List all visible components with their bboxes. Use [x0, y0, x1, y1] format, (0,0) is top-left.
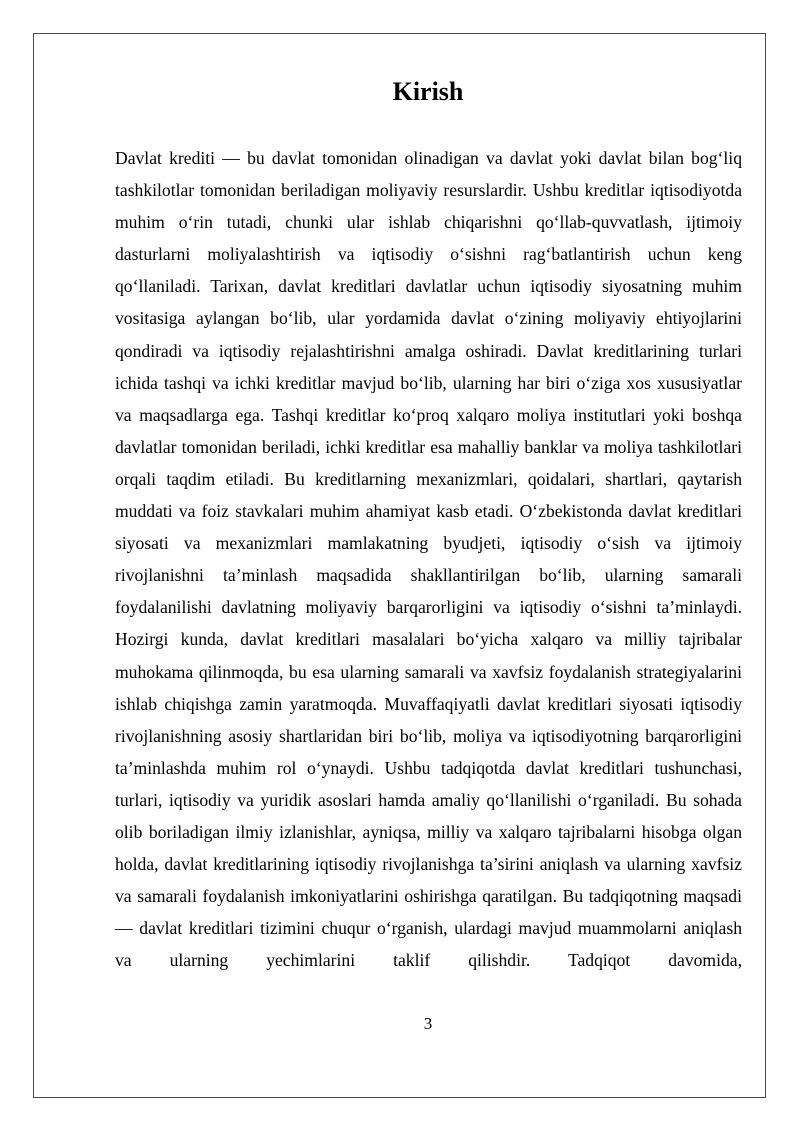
page-title: Kirish	[392, 77, 464, 106]
page-number: 3	[423, 1014, 433, 1033]
body-paragraph: Davlat krediti — bu davlat tomonidan olinadigan va davlat yoki davlat bilan bog‘liq tashkilotlar tomonidan beriladigan moliyaviy resurslardir. Ushbu kreditlar iqtisodiyotda muhim o‘rin tutadi, chunki ular ishlab chiqarishni qo‘llab-quvvatlash, ijtimoiy dasturlarni moliyalashtirish va iqtisodiy o‘sishni rag‘batlantirish uchun keng qo‘llaniladi. Tarixan, davlat kreditlari davlatlar uchun iqtisodiy siyosatning muhim vositasiga aylangan bo‘lib, ular yordamida davlat o‘zining moliyaviy ehtiyojlarini qondiradi va iqtisodiy rejalashtirishni amalga oshiradi. Davlat kreditlarining turlari ichida tashqi va ichki kreditlar mavjud bo‘lib, ularning har biri o‘ziga xos xususiyatlar va maqsadlarga ega. Tashqi kreditlar ko‘proq xalqaro moliya institutlari yoki boshqa davlatlar tomonidan beriladi, ichki kreditlar esa mahalliy banklar va moliya tashkilotlari orqali taqdim etiladi. Bu kreditlarning mexanizmlari, qoidalari, shartlari, qaytarish muddati va foiz stavkalari muhim ahamiyat kasb etadi. O‘zbekistonda davlat kreditlari siyosati va mexanizmlari mamlakatning byudjeti, iqtisodiy o‘sish va ijtimoiy rivojlanishni ta’minlash maqsadida shakllantirilgan bo‘lib, ularning samarali foydalanilishi davlatning moliyaviy barqarorligini va iqtisodiy o‘sishni ta’minlaydi. Hozirgi kunda, davlat kreditlari masalalari bo‘yicha xalqaro va milliy tajribalar muhokama qilinmoqda, bu esa ularning samarali va xavfsiz foydalanish strategiyalarini ishlab chiqishga zamin yaratmoqda. Muvaffaqiyatli davlat kreditlari siyosati iqtisodiy rivojlanishning asosiy shartlaridan biri bo‘lib, moliya va iqtisodiyotning barqarorligini ta’minlashda muhim rol o‘ynaydi. Ushbu tadqiqotda davlat kreditlari tushunchasi, turlari, iqtisodiy va yuridik asoslari hamda amaliy qo‘llanilishi o‘rganiladi. Bu sohada olib boriladigan ilmiy izlanishlar, ayniqsa, milliy va xalqaro tajribalarni hisobga olgan holda, davlat kreditlarining iqtisodiy rivojlanishga ta’sirini aniqlash va ularning xavfsiz va samarali foydalanish imkoniyatlarini oshirishga qaratilgan. Bu tadqiqotning maqsadi — davlat kreditlari tizimini chuqur o‘rganish, ulardagi mavjud muammolarni aniqlash va ularning yechimlarini taklif qilishdir. Tadqiqot davomida,	[115, 148, 742, 971]
